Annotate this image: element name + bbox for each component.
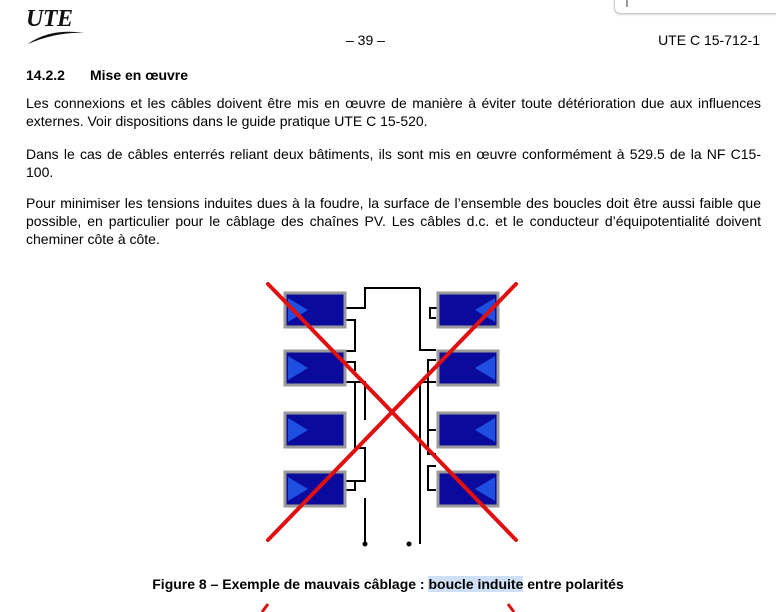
paragraph-cables-enterres: Dans le cas de câbles enterrés reliant deux bâtiments, ils sont mis en œuvre conformément à 529.5 de la NF C15-100.	[26, 146, 761, 180]
logo-text: UTE	[26, 6, 73, 32]
paragraph-tensions-induites: Pour minimiser les tensions induites dues à la foudre, la surface de l’ensemble des boucles doit être aussi faible que possible, en particulier pour le câblage des chaînes PV. Les câbles d.c. et le conducteur d’équipotentialité doivent cheminer côte à côte.	[26, 195, 761, 247]
ute-logo	[26, 6, 86, 46]
next-figure-cross-fragments	[0, 600, 776, 612]
caption-text-after: entre polarités	[523, 576, 624, 592]
left-wire-f	[345, 471, 365, 481]
terminal-left	[363, 542, 368, 547]
right-terminal-wire	[409, 496, 420, 544]
left-wire-top	[345, 288, 420, 308]
section-title: Mise en œuvre	[90, 67, 189, 83]
logo-swoosh	[26, 6, 86, 46]
pv-module-left-3	[285, 413, 345, 447]
frame-marker	[626, 0, 628, 7]
terminal-right	[407, 542, 412, 547]
pv-module-right-3	[438, 413, 498, 447]
document-reference: UTE C 15-712-1	[658, 32, 760, 48]
figure-caption	[0, 576, 776, 592]
section-heading	[26, 67, 188, 83]
caption-highlighted-text[interactable]: boucle induite	[428, 576, 524, 592]
page-number: – 39 –	[346, 32, 385, 48]
right-wire-e	[428, 466, 436, 490]
caption-text-before: Figure 8 – Exemple de mauvais câblage :	[152, 576, 429, 592]
browser-frame-edge	[614, 0, 776, 14]
right-modules	[438, 293, 498, 506]
section-number: 14.2.2	[26, 67, 65, 83]
left-modules	[285, 293, 345, 506]
paragraph-connexions: Les connexions et les câbles doivent être mis en œuvre de manière à éviter toute détérioration due aux influences externes. Voir dispositions dans le guide pratique UTE C 15-520.	[26, 95, 761, 129]
wiring-figure	[260, 276, 530, 552]
